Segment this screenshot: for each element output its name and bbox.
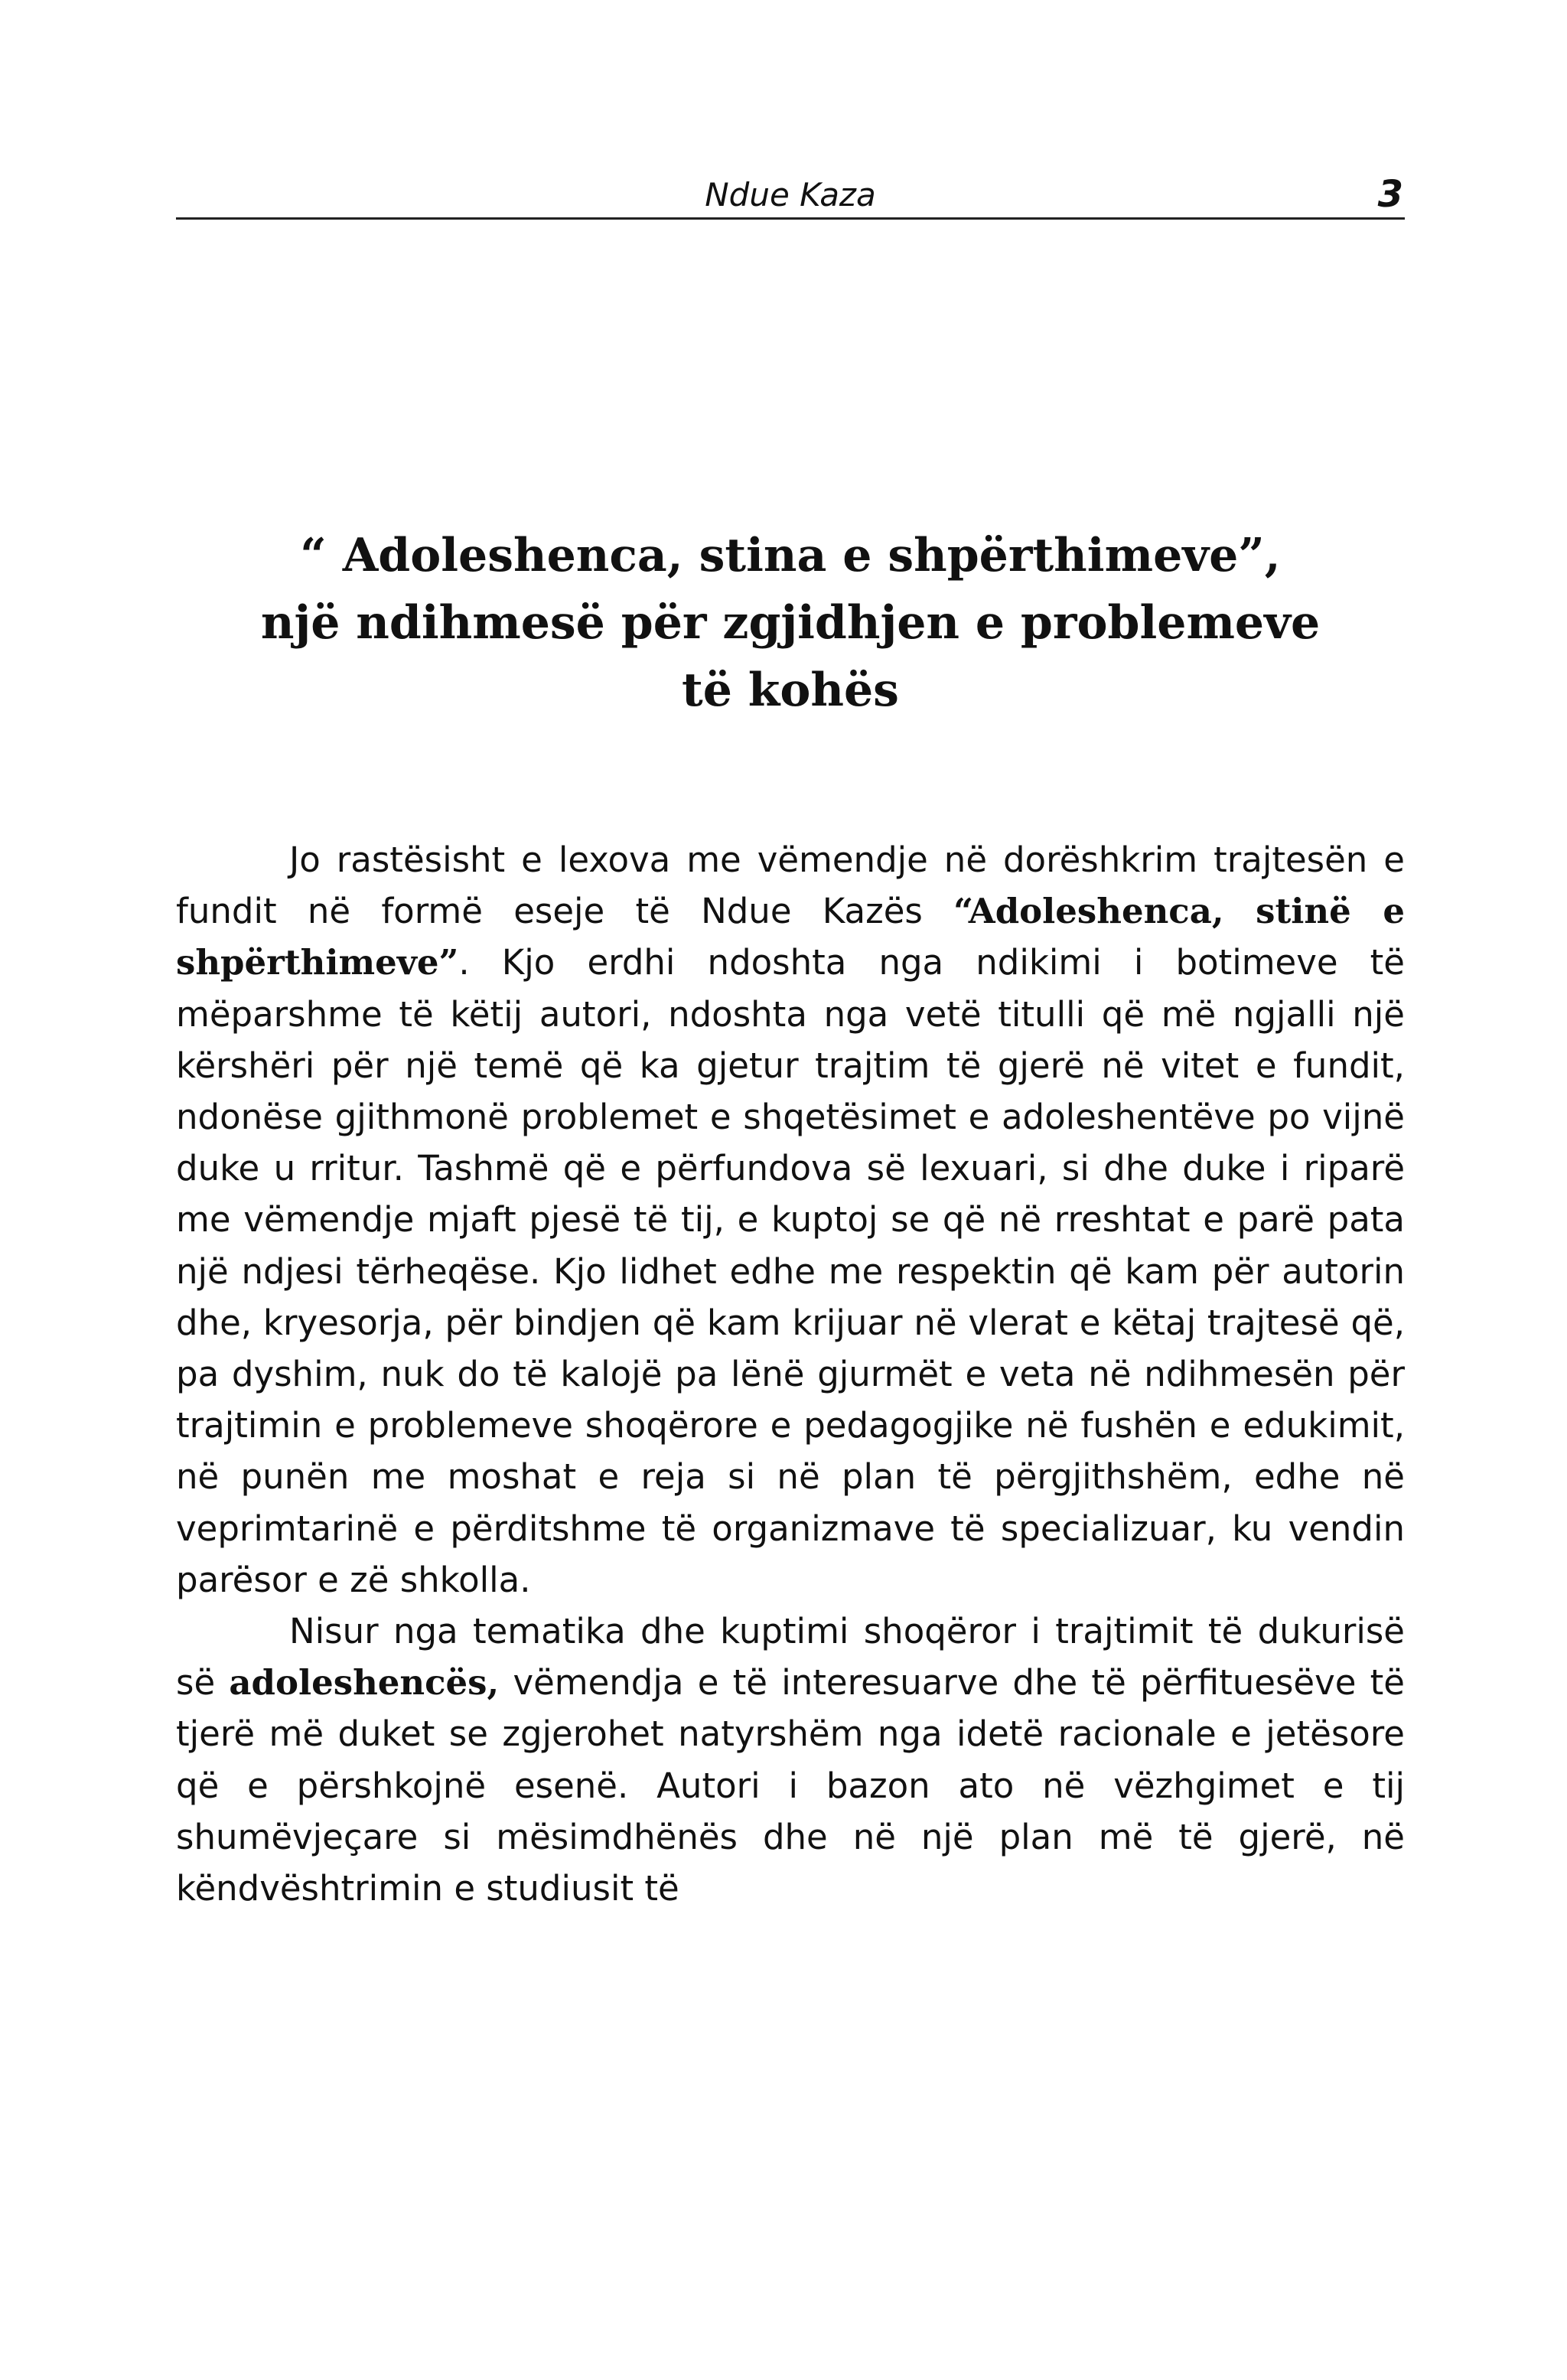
essay-title-line-2: një ndihmesë për zgjidhjen e problemeve (260, 596, 1321, 650)
paragraph-2-bold-term: adoleshencës, (229, 1662, 500, 1703)
page-number: 3 (1377, 173, 1403, 216)
essay-title-line-3: të kohës (682, 663, 899, 717)
paragraph-1-text-rest: . Kjo erdhi ndoshta nga ndikimi i botimeve të mëparshme të këtij autori, ndoshta nga vetë titulli që më ngjalli një kërshëri për një temë që ka gjetur trajtim të gjerë në vitet e fundit, ndonëse gjithmonë problemet e shqetësimet e adoleshentëve po vijnë duke u rritur. Tashmë që e përfundova së lexuari, si dhe duke i riparë me vëmendje mjaft pjesë të tij, e kuptoj se që në rreshtat e parë pata një ndjesi tërheqëse. Kjo lidhet edhe me respektin që kam për autorin dhe, kryesorja, për bindjen që kam krijuar në vlerat e këtaj trajtesë që, pa dyshim, nuk do të kalojë pa lënë gjurmët e veta në ndihmesën për trajtimin e problemeve shoqërore e pedagogjike në fushën e edukimit, në punën me moshat e reja si në plan të përgjithshëm, edhe në veprimtarinë e përditshme të organizmave të specializuar, ku vendin parësor e zë shkolla. (176, 942, 1405, 1600)
paragraph-2 (176, 1606, 1405, 1914)
paragraph-1-text-start: Jo rastësisht e lexova me vëmendje në dorëshkrim trajtesën e fundit në formë eseje të Ndue Kazës (176, 840, 1405, 932)
essay-title-line-1: “ Adoleshenca, stina e shpërthimeve”, (300, 529, 1281, 582)
paragraph-2-text-rest: vëmendja e të interesuarve dhe të përfituesëve të tjerë më duket se zgjerohet natyrshëm nga idetë racionale e jetësore që e përshkojnë esenë. Autori i bazon ato në vëzhgimet e tij shumëvjeçare si mësimdhënës dhe në një plan më të gjerë, në këndvështrimin e studiusit të (176, 1662, 1405, 1909)
paragraph-1-bold-title: “Adoleshenca, stinë e shpërthimeve” (176, 891, 1405, 983)
running-header-author: Ndue Kaza (705, 176, 876, 214)
body-text (176, 834, 1405, 1914)
paragraph-1 (176, 834, 1405, 1606)
paragraph-2-text-start: Nisur nga tematika dhe kuptimi shoqëror i trajtimit të dukurisë së (176, 1611, 1405, 1703)
essay-title (176, 522, 1405, 724)
running-header (176, 170, 1405, 220)
